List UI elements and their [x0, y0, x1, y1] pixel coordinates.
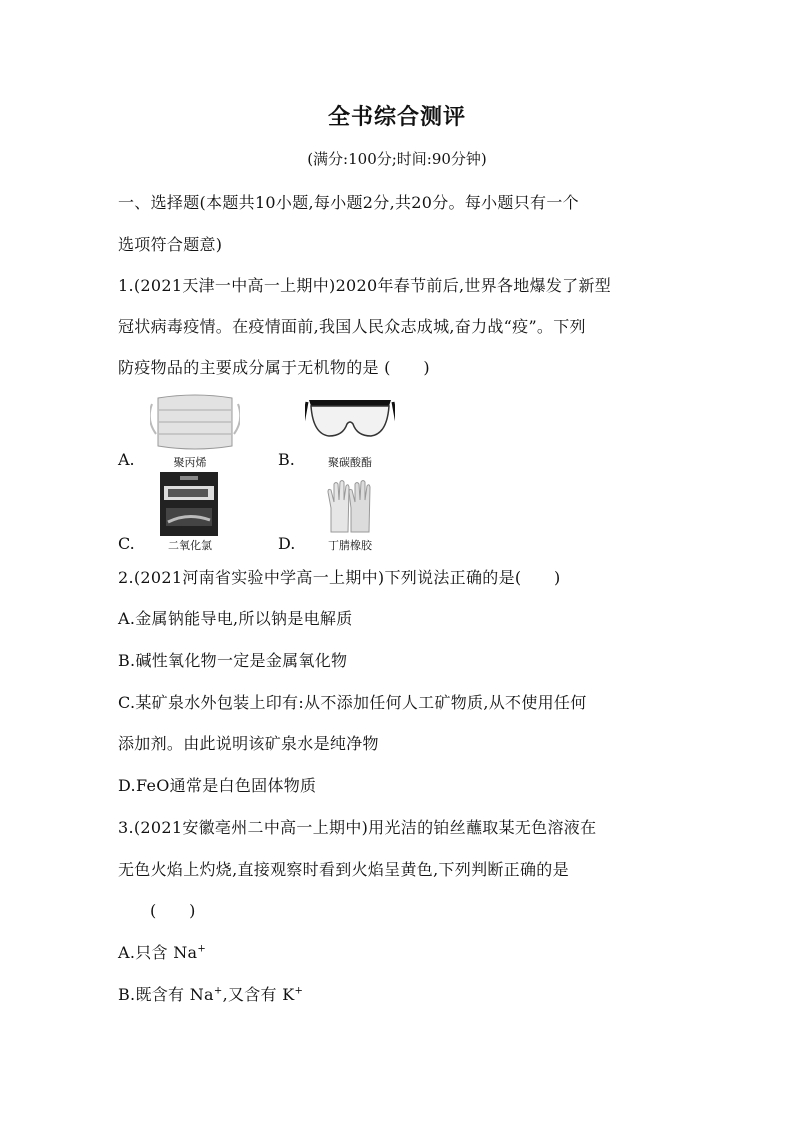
gloves-icon	[325, 478, 375, 534]
option-c-caption: 二氧化氯	[168, 539, 212, 552]
option-c-label: C.	[118, 534, 135, 553]
question-3-option-a-text: A.只含 Na	[118, 943, 198, 962]
face-mask-icon	[150, 390, 240, 454]
question-2-option-a: A.金属钠能导电,所以钠是电解质	[118, 609, 353, 628]
question-2-option-d: D.FeO通常是白色固体物质	[118, 776, 317, 795]
option-b-label: B.	[278, 450, 295, 469]
question-3-option-b	[118, 982, 303, 1005]
superscript-charge: +	[213, 985, 223, 997]
option-b-caption: 聚碳酸酯	[328, 456, 372, 469]
page-title: 全书综合测评	[327, 104, 466, 130]
superscript-charge: +	[197, 943, 207, 955]
section-heading-line1: 一、选择题(本题共10小题,每小题2分,共20分。每小题只有一个	[118, 193, 579, 212]
section-heading-line2: 选项符合题意)	[118, 235, 223, 254]
question-3-option-a	[118, 940, 206, 963]
question-3-option-b-text-2: ,又含有 K	[222, 985, 295, 1004]
disinfectant-box-icon	[158, 472, 220, 536]
question-1-line2: 冠状病毒疫情。在疫情面前,我国人民众志成城,奋力战“疫”。下列	[118, 317, 586, 336]
question-3-option-b-text-1: B.既含有 Na	[118, 985, 214, 1004]
option-a-label: A.	[118, 450, 135, 469]
option-a-caption: 聚丙烯	[173, 456, 207, 469]
question-2-option-c-line1: C.某矿泉水外包装上印有:从不添加任何人工矿物质,从不使用任何	[118, 693, 587, 712]
question-3-line2: 无色火焰上灼烧,直接观察时看到火焰呈黄色,下列判断正确的是	[118, 860, 569, 879]
question-3-line3: ( )	[150, 901, 196, 920]
question-1-line1: 1.(2021天津一中高一上期中)2020年春节前后,世界各地爆发了新型	[118, 276, 612, 295]
question-1-line3: 防疫物品的主要成分属于无机物的是 ( )	[118, 358, 430, 377]
question-3-line1: 3.(2021安徽亳州二中高一上期中)用光洁的铂丝蘸取某无色溶液在	[118, 818, 597, 837]
safety-goggles-icon	[305, 394, 395, 444]
question-2-stem: 2.(2021河南省实验中学高一上期中)下列说法正确的是( )	[118, 568, 561, 587]
exam-info: (满分:100分;时间:90分钟)	[307, 150, 487, 168]
question-2-option-c-line2: 添加剂。由此说明该矿泉水是纯净物	[118, 734, 379, 753]
superscript-charge: +	[294, 985, 304, 997]
option-d-label: D.	[278, 534, 296, 553]
option-d-caption: 丁腈橡胶	[328, 539, 372, 552]
question-2-option-b: B.碱性氧化物一定是金属氧化物	[118, 651, 348, 670]
